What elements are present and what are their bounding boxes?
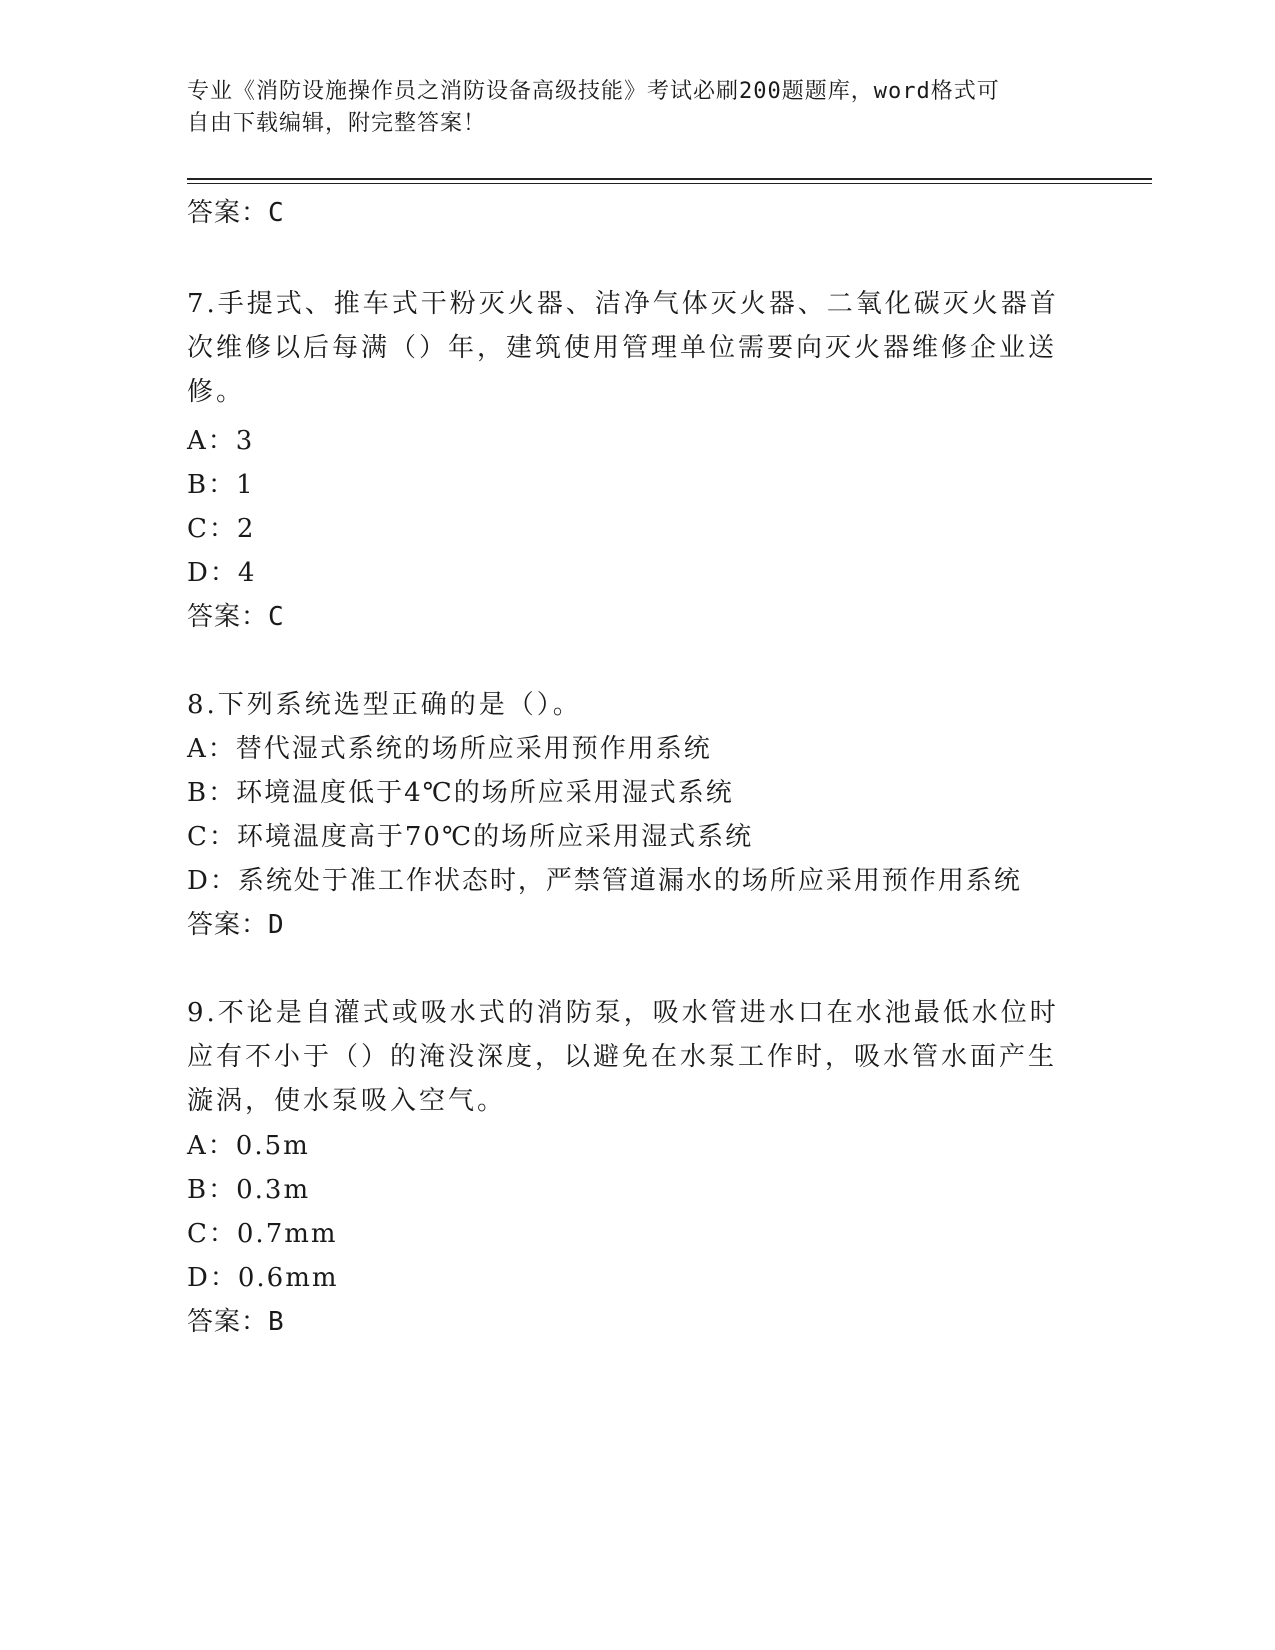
- question-7-option-a: A：3: [187, 426, 255, 456]
- question-8-option-b: B：环境温度低于4℃的场所应采用湿式系统: [187, 778, 734, 808]
- question-8-stem-line-1: 8.下列系统选型正确的是（）。: [187, 690, 582, 720]
- question-7-answer: 答案：C: [187, 602, 285, 632]
- question-7-stem-line-1: 7.手提式、推车式干粉灭火器、洁净气体灭火器、二氧化碳灭火器首: [187, 289, 1059, 319]
- question-9-option-a: A：0.5m: [187, 1131, 310, 1161]
- question-9-stem-line-2: 应有不小于（）的淹没深度，以避免在水泵工作时，吸水管水面产生: [187, 1042, 1058, 1072]
- previous-question-answer: 答案：C: [187, 198, 285, 228]
- question-9-option-d: D：0.6mm: [187, 1263, 339, 1293]
- question-8-option-a: A：替代湿式系统的场所应采用预作用系统: [187, 734, 712, 764]
- question-9-answer: 答案：B: [187, 1307, 285, 1337]
- question-7-option-d: D：4: [187, 558, 257, 588]
- question-8-answer: 答案：D: [187, 910, 285, 940]
- question-7-stem-line-3: 修。: [187, 377, 246, 407]
- question-9-option-c: C：0.7mm: [187, 1219, 338, 1249]
- document-header: [187, 76, 1067, 140]
- header-line-2: 自由下载编辑，附完整答案！: [187, 111, 487, 136]
- question-8-option-d: D：系统处于准工作状态时，严禁管道漏水的场所应采用预作用系统: [187, 866, 1022, 896]
- question-7-option-c: C：2: [187, 514, 256, 544]
- header-divider-thin: [187, 183, 1152, 184]
- question-8-option-c: C：环境温度高于70℃的场所应采用湿式系统: [187, 822, 754, 852]
- question-7-option-b: B：1: [187, 470, 255, 500]
- header-divider-thick: [187, 178, 1152, 180]
- question-9-stem-line-3: 漩涡，使水泵吸入空气。: [187, 1086, 507, 1116]
- question-9-option-b: B：0.3m: [187, 1175, 311, 1205]
- question-7-stem-line-2: 次维修以后每满（）年，建筑使用管理单位需要向灭火器维修企业送: [187, 333, 1058, 363]
- header-line-1: 专业《消防设施操作员之消防设备高级技能》考试必刷200题题库，word格式可: [187, 79, 1000, 104]
- question-9-stem-line-1: 9.不论是自灌式或吸水式的消防泵，吸水管进水口在水池最低水位时: [187, 998, 1059, 1028]
